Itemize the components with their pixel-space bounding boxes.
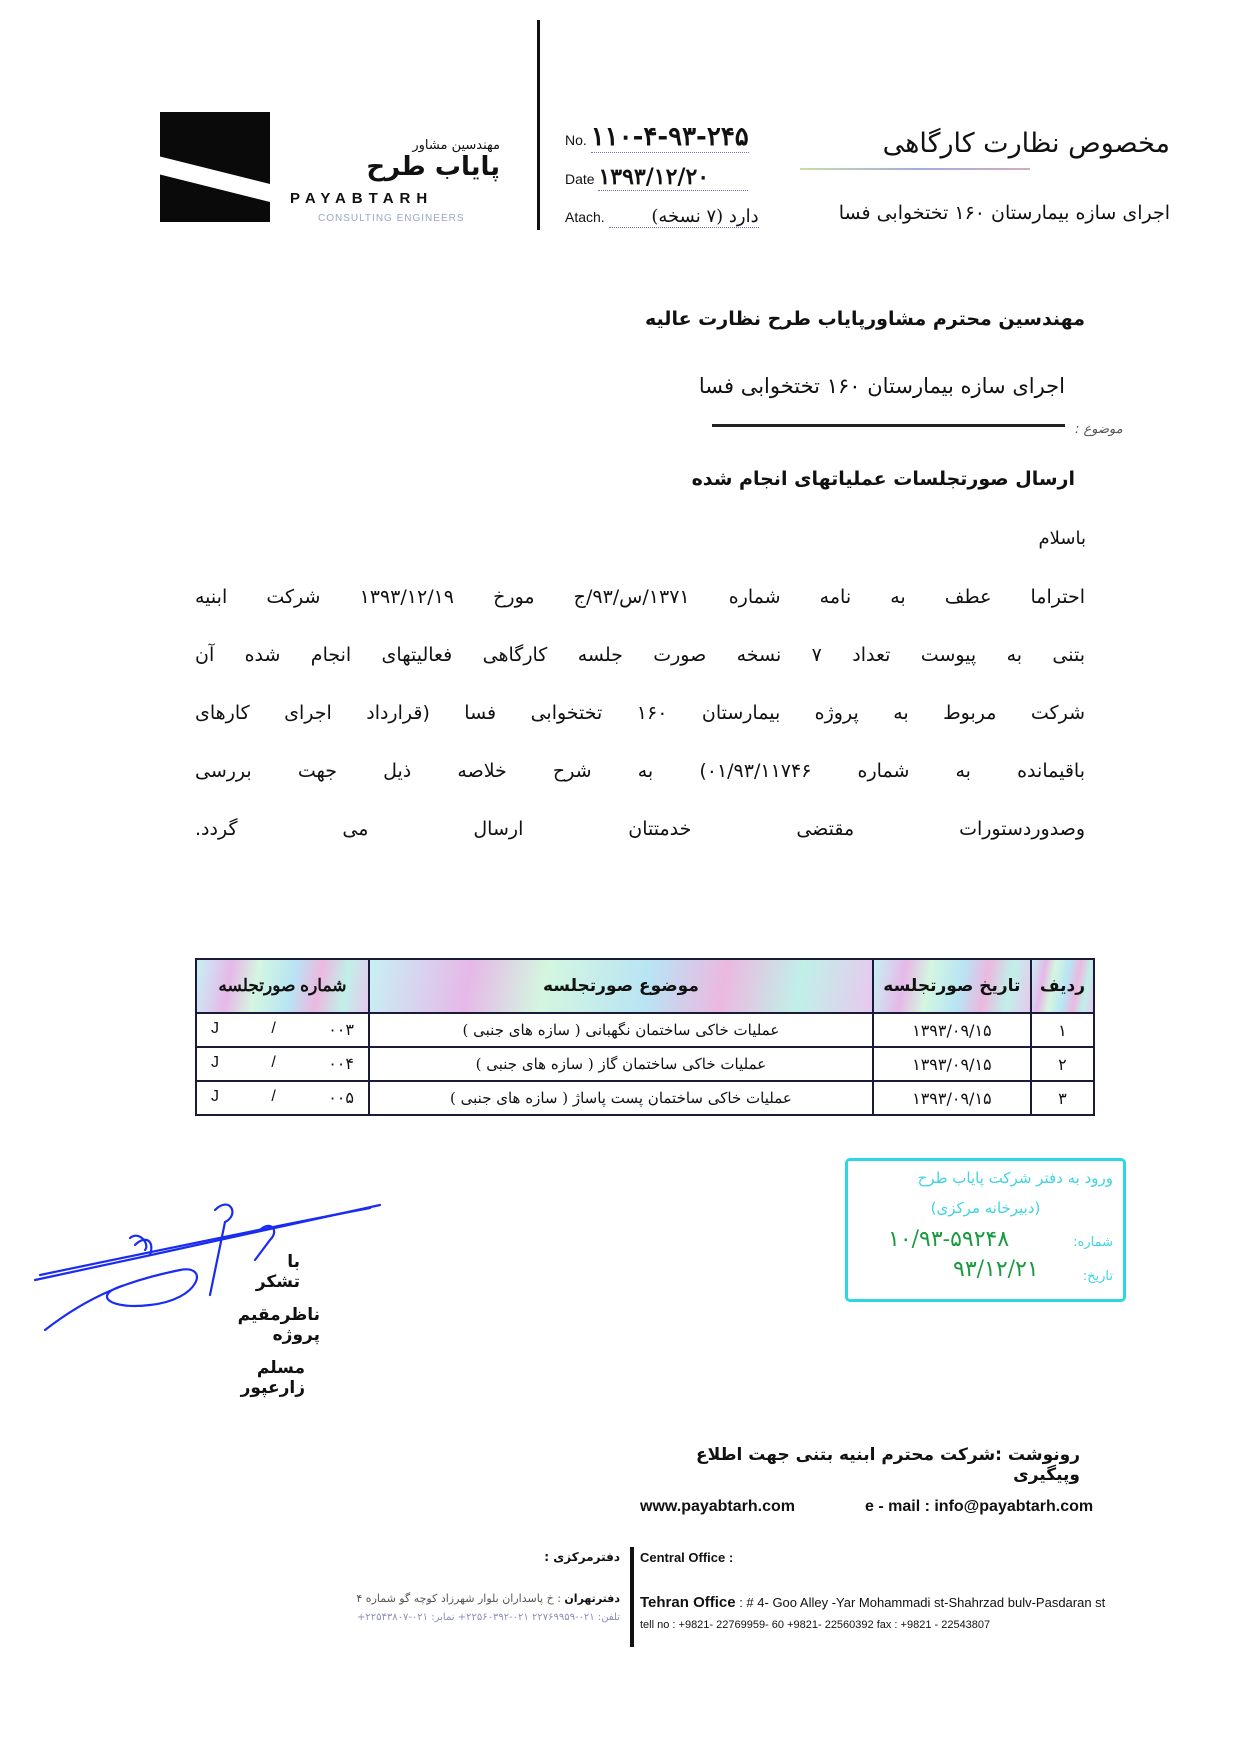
letter-body xyxy=(195,568,1085,858)
brand-name-en: PAYABTARH xyxy=(290,190,434,207)
tehran-office-address-fa: : خ پاسداران بلوار شهرزاد کوچه گو شماره ۴ xyxy=(356,1592,561,1605)
ref-sep: / xyxy=(271,1020,276,1037)
ref-num: ۰۰۴ xyxy=(328,1056,354,1073)
ref-num: ۰۰۵ xyxy=(328,1090,354,1107)
signature-stroke xyxy=(40,1208,370,1275)
salutation: باسلام xyxy=(1038,528,1086,549)
col-header-ref: شماره صورتجلسه xyxy=(196,959,369,1013)
letter-date-label: Date xyxy=(565,171,595,187)
supervision-underline xyxy=(800,168,1030,170)
subject-underline xyxy=(712,424,1065,427)
letter-number-value: ۱۱۰-۴-۹۳-۲۴۵ xyxy=(590,122,749,152)
cell-topic: عملیات خاکی ساختمان نگهبانی ( سازه های جنبی ) xyxy=(369,1013,873,1047)
letter-attach-label: Atach. xyxy=(565,209,605,225)
body-line: احتراما عطف به نامه شماره ۱۳۷۱/س/۹۳/ج مورخ ۱۳۹۳/۱۲/۱۹ شرکت ابنیه xyxy=(195,586,1086,608)
header-project-line: اجرای سازه بیمارستان ۱۶۰ تختخوابی فسا xyxy=(838,202,1170,224)
carbon-copy: رونوشت :شرکت محترم ابنیه بتنی جهت اطلاع وپیگیری xyxy=(695,1445,1080,1485)
letter-attach-row xyxy=(565,206,759,228)
cell-ref xyxy=(196,1047,369,1081)
letter-date-value: ۱۳۹۳/۱۲/۲۰ xyxy=(598,164,748,191)
signature-stroke xyxy=(45,1269,197,1330)
cell-ref xyxy=(196,1013,369,1047)
signer-name: مسلم زارعپور xyxy=(240,1358,305,1398)
email-link[interactable]: e - mail : info@payabtarh.com xyxy=(865,1498,1094,1515)
stamp-number-label: شماره: xyxy=(1073,1235,1113,1250)
stamp-date-label: تاریخ: xyxy=(1082,1269,1113,1284)
subject-project: اجرای سازه بیمارستان ۱۶۰ تختخوابی فسا xyxy=(698,374,1065,398)
tehran-office-en xyxy=(640,1594,1105,1611)
table-row xyxy=(196,1013,1094,1047)
tehran-office-label-en: Tehran Office xyxy=(640,1594,736,1611)
subject-label: موضوع : xyxy=(1075,422,1123,437)
ref-num: ۰۰۳ xyxy=(328,1022,354,1039)
signer-role: ناظرمقیم پروژه xyxy=(237,1305,320,1345)
addressee: مهندسین محترم مشاورپایاب طرح نظارت عالیه xyxy=(645,308,1085,330)
ref-prefix: J xyxy=(211,1054,219,1071)
ref-sep: / xyxy=(271,1054,276,1071)
letter-date-row xyxy=(565,164,748,191)
body-line: بتنی به پیوست تعداد ۷ نسخه صورت جلسه کارگاهی فعالیتهای انجام شده آن xyxy=(195,644,1085,666)
cell-ref xyxy=(196,1081,369,1115)
closing-thanks: با تشکر xyxy=(255,1252,300,1292)
stamp-line-1: ورود به دفتر شرکت پایاب طرح xyxy=(917,1169,1113,1187)
brand-subtitle-en: CONSULTING ENGINEERS xyxy=(318,213,465,224)
letter-number-label: No. xyxy=(565,132,587,148)
letter-attach-value: دارد (۷ نسخه) xyxy=(609,206,759,228)
tehran-office-fa xyxy=(200,1592,620,1605)
body-line: باقیمانده به شماره ۰۱/۹۳/۱۱۷۴۶) به شرح خلاصه ذیل جهت بررسی xyxy=(195,760,1085,782)
cell-topic: عملیات خاکی ساختمان گاز ( سازه های جنبی ) xyxy=(369,1047,873,1081)
table-header-row xyxy=(196,959,1094,1013)
minutes-table xyxy=(195,958,1095,1116)
letter-number-row xyxy=(565,122,749,153)
brand-name-fa: پایاب طرح xyxy=(366,152,500,182)
stamp-line-2: (دبیرخانه مرکزی) xyxy=(930,1199,1041,1217)
website-link[interactable]: www.payabtarh.com xyxy=(640,1498,795,1515)
col-header-date: تاریخ صورتجلسه xyxy=(873,959,1031,1013)
brand-tagline-fa: مهندسین مشاور xyxy=(412,138,500,153)
tehran-office-label-fa: دفترتهران xyxy=(564,1592,620,1605)
cell-row-no: ۲ xyxy=(1031,1047,1094,1081)
cell-topic: عملیات خاکی ساختمان پست پاساژ ( سازه های جنبی ) xyxy=(369,1081,873,1115)
company-logo xyxy=(160,112,270,222)
stamp-date-value: ۹۳/۱۲/۲۱ xyxy=(953,1257,1039,1282)
logo-stripe xyxy=(160,157,270,210)
body-line: شرکت مربوط به پروژه بیمارستان ۱۶۰ تختخوابی فسا (قرارداد اجرای کارهای xyxy=(195,702,1085,724)
table-row xyxy=(196,1047,1094,1081)
tehran-office-address-en: : # 4- Goo Alley -Yar Mohammadi st-Shahrzad bulv-Pasdaran st xyxy=(739,1595,1106,1610)
supervision-title: مخصوص نظارت کارگاهی xyxy=(882,128,1170,159)
ref-sep: / xyxy=(271,1088,276,1105)
cell-date: ۱۳۹۳/۰۹/۱۵ xyxy=(873,1013,1031,1047)
ref-prefix: J xyxy=(211,1020,219,1037)
stamp-number-value: ۱۰/۹۳-۵۹۲۴۸ xyxy=(888,1227,1010,1252)
signature-stroke xyxy=(210,1205,232,1295)
table-row xyxy=(196,1081,1094,1115)
receipt-stamp xyxy=(845,1158,1126,1302)
footer-divider xyxy=(630,1547,634,1647)
cell-row-no: ۳ xyxy=(1031,1081,1094,1115)
central-office-label-fa: دفترمرکزی : xyxy=(544,1550,620,1564)
cell-date: ۱۳۹۳/۰۹/۱۵ xyxy=(873,1047,1031,1081)
cell-row-no: ۱ xyxy=(1031,1013,1094,1047)
phone-numbers-fa: تلفن: ۰۲۱-۲۲۷۶۹۹۵۹ ۰۲۱-۲۲۵۶۰۳۹۲+ نمابر: ۰۲۱-۲۲۵۴۳۸۰۷+ xyxy=(356,1612,620,1623)
col-header-row-no: ردیف xyxy=(1031,959,1094,1013)
subject-text: ارسال صورتجلسات عملیاتهای انجام شده xyxy=(691,468,1075,490)
ref-prefix: J xyxy=(211,1088,219,1105)
body-line: وصدوردستورات مقتضی خدمتتان ارسال می گردد. xyxy=(195,818,1085,840)
header-divider xyxy=(537,20,540,230)
cell-date: ۱۳۹۳/۰۹/۱۵ xyxy=(873,1081,1031,1115)
central-office-label-en: Central Office : xyxy=(640,1550,734,1565)
phone-numbers-en: tell no : +9821- 22769959- 60 +9821- 22560392 fax : +9821 - 22543807 xyxy=(640,1619,991,1631)
col-header-topic: موضوع صورتجلسه xyxy=(369,959,873,1013)
